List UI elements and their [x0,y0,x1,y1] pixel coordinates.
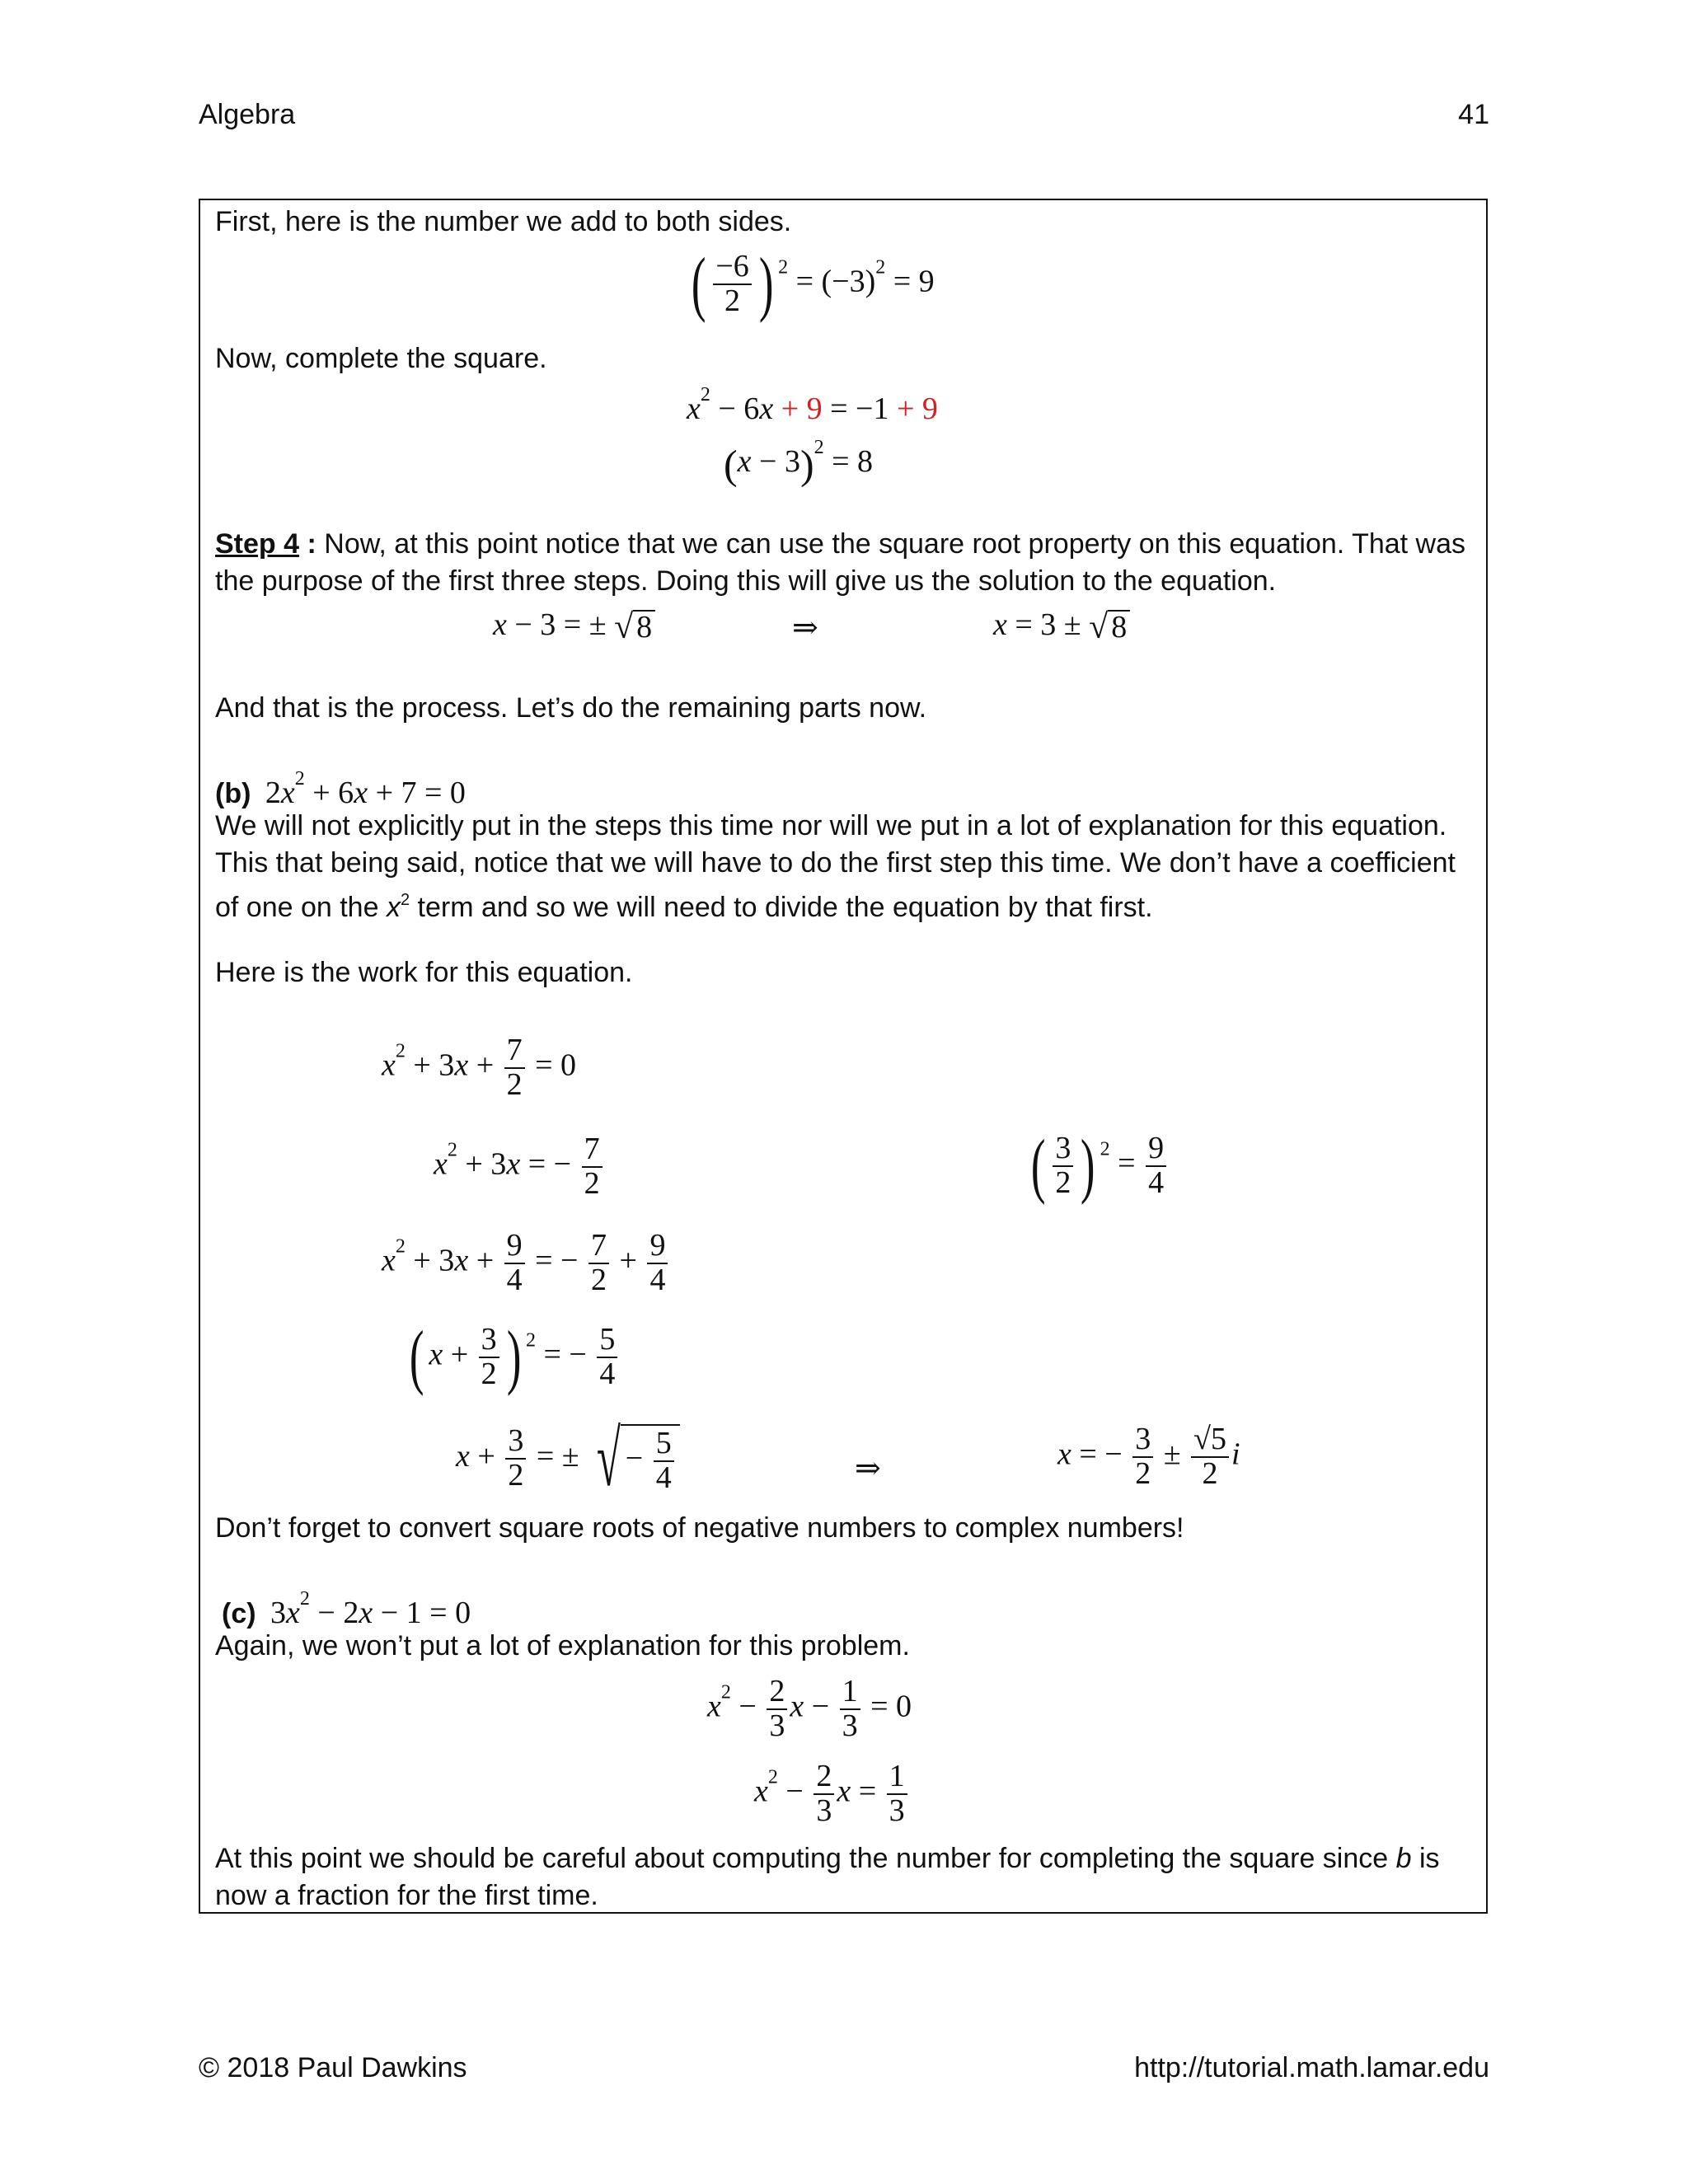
equation-solution-a: x = 3 ± √ 8 [993,609,1130,644]
footer-url[interactable]: http://tutorial.math.lamar.edu [1134,2052,1489,2083]
part-c-text-2: At this point we should be careful about computing the number for completing the square since b is [215,1843,1440,1874]
part-b-step-3: $x^2 + 3x$ + $\frac{9}{4}$ = − $\frac{7}{2}$ + $\frac{9}{4}$ [382,1230,670,1297]
paragraph-step-4: Step 4 : Now, at this point notice that we can use the square root property on this equation. That was [215,528,1466,560]
part-b-text-1: We will not explicitly put in the steps this time nor will we put in a lot of explanation for this equation. [215,810,1447,841]
part-b-step-2: $x^2 + 3x$ = − $\frac{7}{2}$ [434,1133,605,1201]
part-c-text-1: Again, we won’t put a lot of explanation for this problem. [215,1630,910,1661]
part-b-step-5: x + $\frac{3}{2}$ = ± √ − $\frac{5}{4}$ [456,1423,680,1494]
part-b-result: x = − $\frac{3}{2}$ ± $\frac{√5}{2}$ i [1057,1422,1240,1491]
paragraph-step-4-cont: the purpose of the first three steps. Doing this will give us the solution to the equation. [215,565,1277,597]
equation-complete-square: $x^2 - 6x + 9 = -1 + 9$ [687,384,938,426]
part-b-text-5: Don’t forget to convert square roots of negative numbers to complex numbers! [215,1512,1184,1544]
part-c-heading: (c) $3x^2 - 2x - 1 = 0$ [222,1588,471,1630]
part-b-heading: (b) $2x^2 + 6x + 7 = 0$ [215,768,466,810]
part-b-step-4: ( x + $\frac{3}{2}$ ) $^2$ = − $\frac{5}{4}$ [405,1321,620,1394]
step-4-label: Step 4 [215,528,300,560]
paragraph-add-number: First, here is the number we add to both sides. [215,206,792,237]
equation-half-b-squared: ( $\frac{-6}{2}$ ) $^2 = (-3)^2 = 9$ [691,244,935,324]
part-c-step-2: $x^2$ − $\frac{2}{3}$ x = $\frac{1}{3}$ [754,1760,910,1828]
part-b-step-1: $x^2 + 3x$ + $\frac{7}{2}$ = 0 [382,1033,577,1102]
part-b-text-4: Here is the work for this equation. [215,957,633,988]
equation-sqrt-property: x − 3 = ± √ 8 [493,609,655,644]
part-c-text-3: now a fraction for the first time. [215,1880,598,1911]
part-b-side-calculation: ( $\frac{3}{2}$ ) $^2$ = $\frac{9}{4}$ [1026,1130,1169,1202]
paragraph-process: And that is the process. Let’s do the remaining parts now. [215,692,927,724]
implies-arrow: ⇒ [792,611,818,645]
solution-box [199,199,1488,1914]
part-c-step-1: $x^2$ − $\frac{2}{3}$ x − $\frac{1}{3}$ = 0 [707,1674,912,1743]
part-b-text-3: of one on the $x^2$ term and so we will need to divide the equation by that first. [215,891,1153,923]
implies-arrow-b: ⇒ [855,1451,881,1486]
paragraph-complete-square: Now, complete the square. [215,343,547,374]
equation-perfect-square: $(x - 3)^2 = 8$ [724,437,874,488]
part-b-text-2: This that being said, notice that we will have to do the first step this time. We don’t have a coefficient [215,847,1456,879]
footer-copyright: © 2018 Paul Dawkins [199,2052,467,2083]
page-number: 41 [1458,99,1489,130]
page-header-title: Algebra [199,99,296,130]
